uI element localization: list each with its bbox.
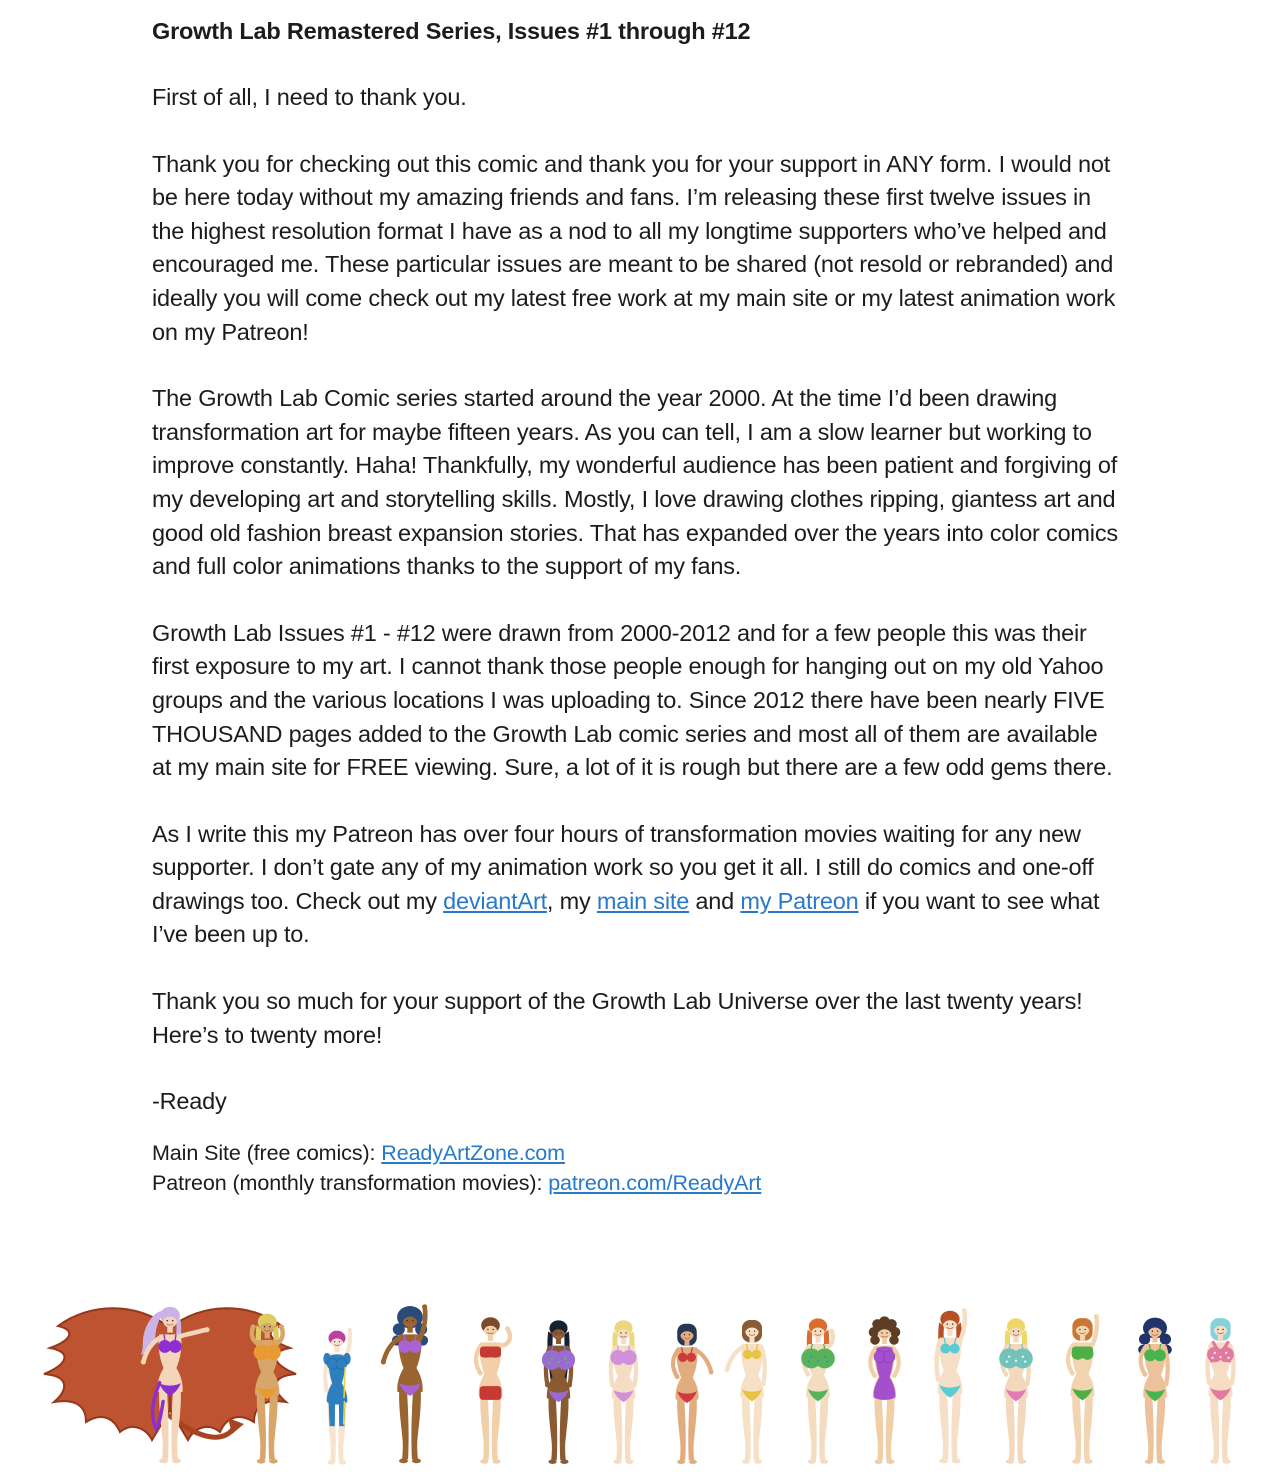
paragraph-7: [152, 1085, 1118, 1119]
character-tan-blonde-gold-bikini: [226, 1307, 309, 1477]
link-my-patreon[interactable]: my Patreon: [740, 887, 859, 914]
link-readyartzone-com[interactable]: ReadyArtZone.com: [381, 1140, 565, 1165]
character-succubus-demoness: [127, 1300, 213, 1477]
document-body: [152, 81, 1118, 1119]
text-run: Thank you for checking out this comic and thank you for your support in ANY form. I would not be here today without my amazing friends and fans. I’m releasing these first twelve issues in the highest resolution format I have as a nod to all my longtime supporters who’ve helped and encouraged me. These particular issues are meant to be shared (not resold or rebranded) and ideally you will come check out my latest free work at my main site or my latest animation work on my Patreon!: [152, 150, 1116, 345]
paragraph-6: [152, 985, 1118, 1052]
text-run: Thank you so much for your support of the Growth Lab Universe over the last twenty years! Here’s to twenty more!: [152, 988, 1083, 1048]
text-run: Patreon (monthly transformation movies):: [152, 1170, 549, 1195]
paragraph-3: [152, 382, 1118, 584]
link-deviantart[interactable]: deviantArt: [443, 887, 547, 914]
character-teal-bob-pink-wrap-top: [1180, 1310, 1261, 1477]
text-run: First of all, I need to thank you.: [152, 84, 467, 110]
character-lineup-illustration: [0, 1283, 1280, 1483]
link-patreon-com-readyart[interactable]: patreon.com/ReadyArt: [548, 1170, 762, 1195]
text-run: Main Site (free comics):: [152, 1140, 382, 1165]
contact-links: [152, 1138, 1118, 1198]
character-pink-hair-blue-swimsuit: [300, 1324, 374, 1477]
text-run: , my: [546, 887, 597, 914]
letter-text: [152, 14, 1118, 1198]
contact-line-2: [152, 1168, 1118, 1198]
text-run: Growth Lab Issues #1 - #12 were drawn from 2000-2012 and for a few people this was their first exposure to my art. I cannot thank those people enough for hanging out on my old Yahoo groups and the various locations I was uploading to. Since 2012 there have been nearly FIVE THOUSAND pages added to the Growth Lab comic series and most all of them are available at my main site for FREE viewing. Sure, a lot of it is rough but there are a few odd gems there.: [152, 619, 1113, 781]
text-run: -Ready: [152, 1088, 227, 1115]
document-title: Growth Lab Remastered Series, Issues #1 through #12: [152, 18, 751, 44]
paragraph-5: [152, 818, 1118, 952]
text-run: and: [689, 887, 741, 914]
paragraph-1: [152, 81, 1118, 115]
paragraph-2: [152, 148, 1118, 350]
text-run: The Growth Lab Comic series started around the year 2000. At the time I’d been drawing transformation art for maybe fifteen years. As you can tell, I am a slow learner but working to improve constantly. Haha! Thankfully, my wonderful audience has been patient and forgiving of my developing art and storytelling skills. Mostly, I love drawing clothes ripping, giantess art and good old fashion breast expansion stories. That has expanded over the years into color comics and full color animations thanks to the support of my fans.: [152, 385, 1118, 580]
paragraph-4: [152, 617, 1118, 785]
text-run: if you want to see what I’ve been up to.: [152, 887, 1100, 948]
link-main-site[interactable]: main site: [596, 887, 690, 914]
character-ginger-green-croptop-waving: [1042, 1310, 1123, 1477]
contact-line-1: [152, 1138, 1118, 1168]
text-run: As I write this my Patreon has over four hours of transformation movies waiting for any new supporter. I don’t gate any of my animation work so you get it all. I still do comics and one-off drawings too. Check out my: [152, 820, 1094, 914]
character-blue-hair-purple-bikini: [367, 1300, 453, 1477]
